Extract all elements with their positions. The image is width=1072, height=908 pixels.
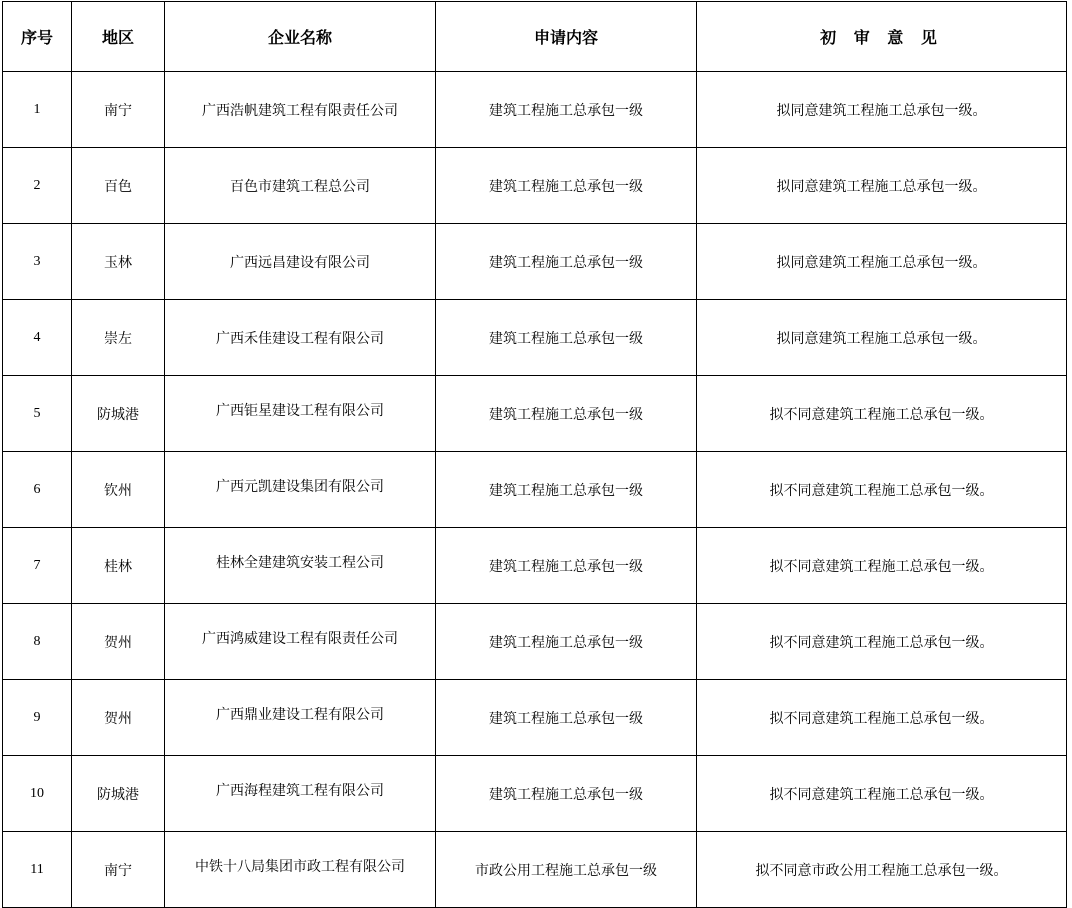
cell-application-content: 建筑工程施工总承包一级 [436,148,697,224]
table-row [3,376,1067,452]
cell-preliminary-opinion: 拟不同意建筑工程施工总承包一级。 [697,756,1067,832]
cell-company-name [165,756,436,832]
cell-preliminary-opinion: 拟同意建筑工程施工总承包一级。 [697,224,1067,300]
cell-preliminary-opinion: 拟不同意建筑工程施工总承包一级。 [697,604,1067,680]
cell-region: 玉林 [72,224,165,300]
cell-preliminary-opinion: 拟不同意建筑工程施工总承包一级。 [697,680,1067,756]
table-row [3,528,1067,604]
table-row [3,832,1067,908]
cell-serial-number: 6 [3,452,72,528]
table-row [3,72,1067,148]
cell-preliminary-opinion: 拟不同意建筑工程施工总承包一级。 [697,528,1067,604]
cell-preliminary-opinion: 拟不同意市政公用工程施工总承包一级。 [697,832,1067,908]
company-name-text: 广西海程建筑工程有限公司 [216,782,384,799]
cell-application-content: 建筑工程施工总承包一级 [436,376,697,452]
cell-region: 防城港 [72,376,165,452]
cell-company-name [165,680,436,756]
company-name-text: 广西浩帆建筑工程有限责任公司 [202,102,398,119]
header-row [3,2,1067,72]
table-row [3,300,1067,376]
cell-preliminary-opinion: 拟同意建筑工程施工总承包一级。 [697,148,1067,224]
cell-company-name [165,148,436,224]
cell-region: 南宁 [72,72,165,148]
header-serial-number: 序号 [3,2,72,72]
cell-serial-number: 2 [3,148,72,224]
header-company-name: 企业名称 [165,2,436,72]
cell-company-name [165,832,436,908]
cell-application-content: 建筑工程施工总承包一级 [436,452,697,528]
company-name-text: 百色市建筑工程总公司 [230,178,370,195]
cell-region: 南宁 [72,832,165,908]
cell-company-name [165,72,436,148]
cell-application-content: 建筑工程施工总承包一级 [436,300,697,376]
cell-preliminary-opinion: 拟不同意建筑工程施工总承包一级。 [697,376,1067,452]
cell-application-content: 建筑工程施工总承包一级 [436,528,697,604]
table-row [3,452,1067,528]
cell-application-content: 建筑工程施工总承包一级 [436,604,697,680]
approval-table [2,1,1067,908]
cell-serial-number: 8 [3,604,72,680]
cell-region: 百色 [72,148,165,224]
table-row [3,680,1067,756]
cell-serial-number: 9 [3,680,72,756]
cell-serial-number: 10 [3,756,72,832]
cell-application-content: 建筑工程施工总承包一级 [436,224,697,300]
table-row [3,224,1067,300]
table-row [3,148,1067,224]
cell-region: 桂林 [72,528,165,604]
table-row [3,756,1067,832]
cell-preliminary-opinion: 拟同意建筑工程施工总承包一级。 [697,72,1067,148]
header-application-content: 申请内容 [436,2,697,72]
cell-company-name [165,452,436,528]
cell-region: 贺州 [72,680,165,756]
header-region: 地区 [72,2,165,72]
cell-application-content: 市政公用工程施工总承包一级 [436,832,697,908]
cell-company-name [165,300,436,376]
table-row [3,604,1067,680]
cell-application-content: 建筑工程施工总承包一级 [436,756,697,832]
cell-company-name [165,376,436,452]
cell-serial-number: 1 [3,72,72,148]
header-preliminary-opinion: 初 审 意 见 [697,2,1067,72]
cell-company-name [165,224,436,300]
company-name-text: 中铁十八局集团市政工程有限公司 [195,858,405,875]
cell-region: 贺州 [72,604,165,680]
company-name-text: 广西鸿威建设工程有限责任公司 [202,630,398,647]
company-name-text: 广西元凯建设集团有限公司 [216,478,384,495]
cell-serial-number: 5 [3,376,72,452]
cell-region: 崇左 [72,300,165,376]
cell-preliminary-opinion: 拟不同意建筑工程施工总承包一级。 [697,452,1067,528]
company-name-text: 桂林全建建筑安装工程公司 [216,554,384,571]
company-name-text: 广西钜星建设工程有限公司 [216,402,384,419]
table-header [3,2,1067,72]
company-name-text: 广西禾佳建设工程有限公司 [216,330,384,347]
cell-company-name [165,528,436,604]
table-body [3,72,1067,908]
cell-application-content: 建筑工程施工总承包一级 [436,72,697,148]
cell-serial-number: 3 [3,224,72,300]
cell-preliminary-opinion: 拟同意建筑工程施工总承包一级。 [697,300,1067,376]
cell-serial-number: 4 [3,300,72,376]
cell-company-name [165,604,436,680]
company-name-text: 广西远昌建设有限公司 [230,254,370,271]
cell-region: 防城港 [72,756,165,832]
cell-region: 钦州 [72,452,165,528]
cell-serial-number: 7 [3,528,72,604]
cell-application-content: 建筑工程施工总承包一级 [436,680,697,756]
company-name-text: 广西鼎业建设工程有限公司 [216,706,384,723]
cell-serial-number: 11 [3,832,72,908]
